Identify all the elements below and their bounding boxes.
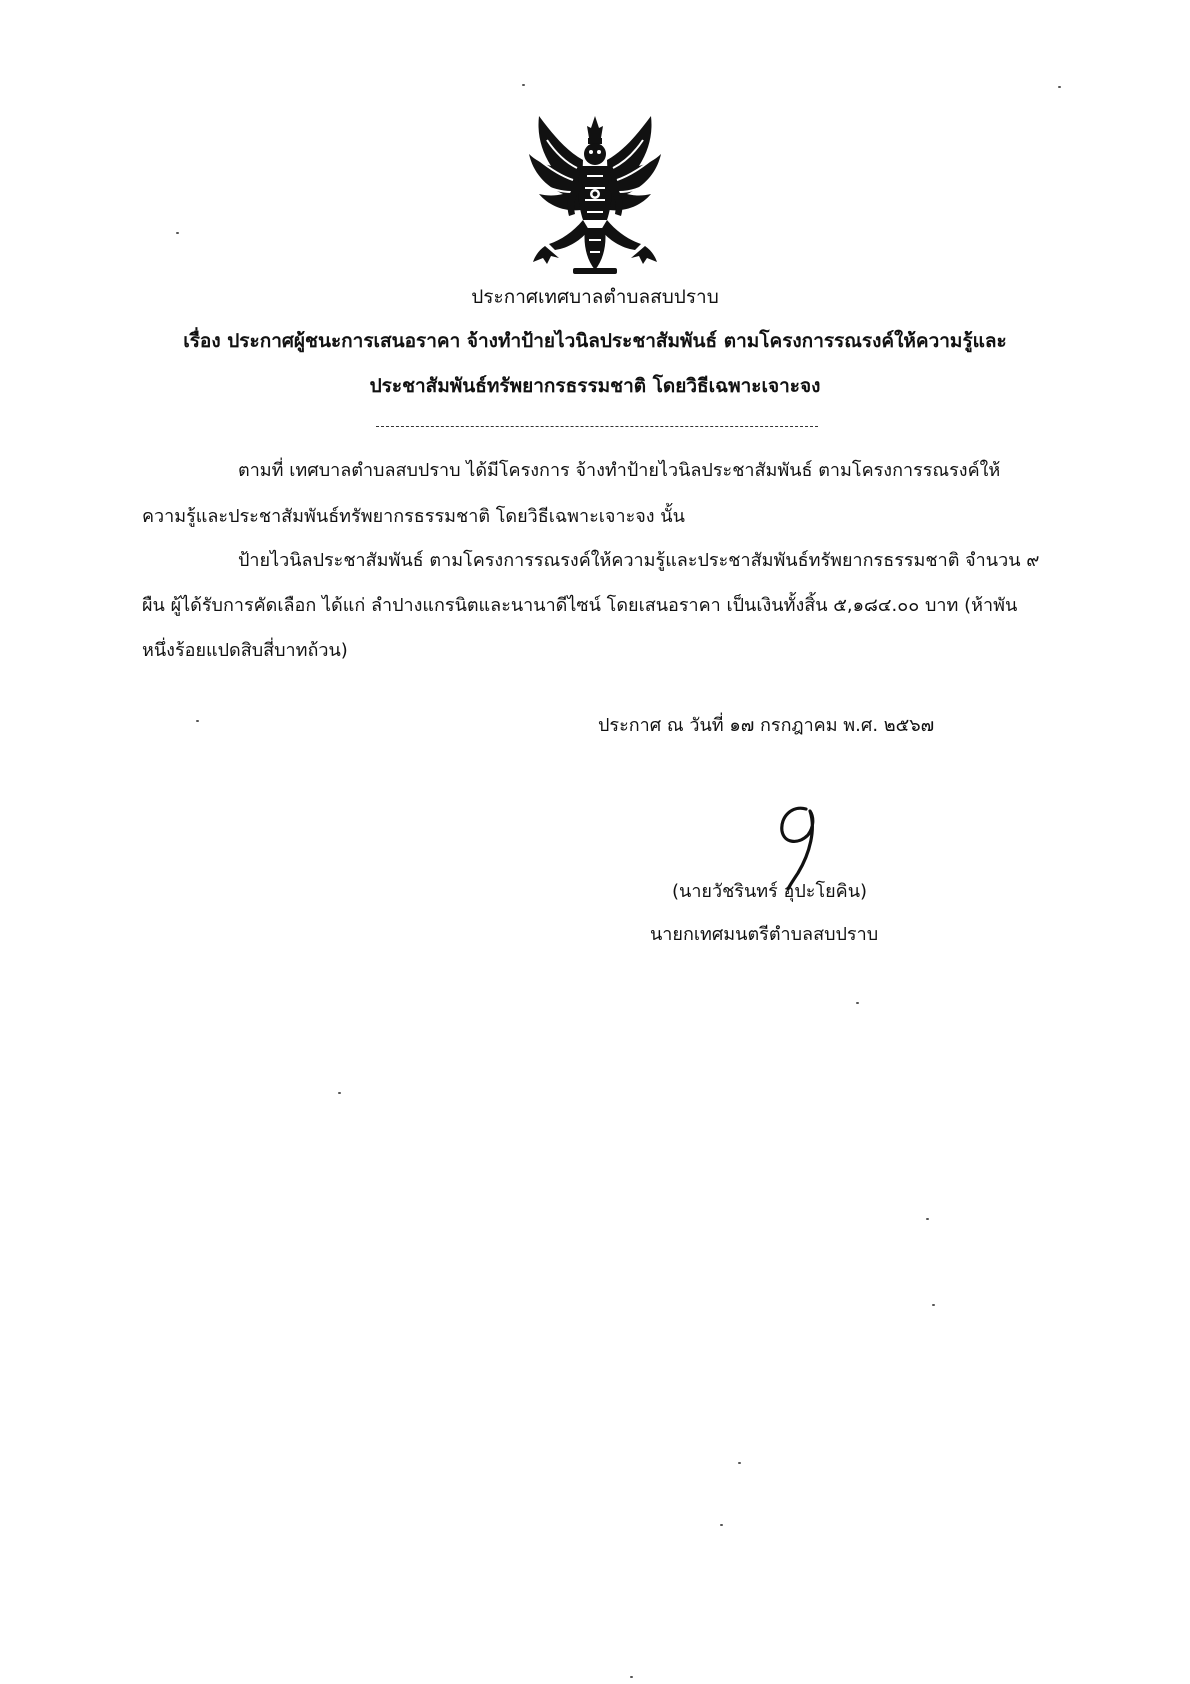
scan-speck (176, 232, 179, 234)
scan-speck (856, 1002, 859, 1004)
header-divider (376, 426, 818, 427)
scan-speck (926, 1218, 929, 1220)
scan-speck (196, 720, 199, 722)
signer-name: (นายวัชรินทร์ อุปะโยคิน) (672, 881, 868, 902)
scan-speck (932, 1304, 935, 1306)
scan-speck (720, 1524, 723, 1526)
garuda-emblem-icon (525, 110, 665, 278)
subject-line-2: ประชาสัมพันธ์ทรัพยากรธรรมชาติ โดยวิธีเฉพาะเจาะจง (369, 375, 821, 397)
paragraph-2-line-3: หนึ่งร้อยแปดสิบสี่บาทถ้วน) (142, 640, 348, 661)
signer-title: นายกเทศมนตรีตำบลสบปราบ (650, 924, 879, 945)
paragraph-1-line-2: ความรู้และประชาสัมพันธ์ทรัพยากรธรรมชาติ โดยวิธีเฉพาะเจาะจง นั้น (142, 506, 685, 527)
paragraph-2-line-2: ผืน ผู้ได้รับการคัดเลือก ได้แก่ ลำปางแกรนิตและนานาดีไซน์ โดยเสนอราคา เป็นเงินทั้งสิ้น ๕,๑๘๔.๐๐ บาท (ห้าพัน (142, 595, 1018, 616)
scan-speck (338, 1092, 341, 1094)
paragraph-2-line-1: ป้ายไวนิลประชาสัมพันธ์ ตามโครงการรณรงค์ให้ความรู้และประชาสัมพันธ์ทรัพยากรธรรมชาติ จำนวน ๙ (238, 550, 1040, 571)
organization-title: ประกาศเทศบาลตำบลสบปราบ (471, 286, 719, 308)
announcement-date: ประกาศ ณ วันที่ ๑๗ กรกฎาคม พ.ศ. ๒๕๖๗ (598, 715, 935, 736)
scan-speck (630, 1676, 633, 1678)
scan-speck (1058, 86, 1061, 88)
scan-speck (738, 1462, 741, 1464)
subject-line-1: เรื่อง ประกาศผู้ชนะการเสนอราคา จ้างทำป้ายไวนิลประชาสัมพันธ์ ตามโครงการรณรงค์ให้ความรู้และ (183, 330, 1007, 352)
scan-speck (522, 84, 525, 86)
paragraph-1-line-1: ตามที่ เทศบาลตำบลสบปราบ ได้มีโครงการ จ้างทำป้ายไวนิลประชาสัมพันธ์ ตามโครงการรณรงค์ให้ (238, 460, 1001, 481)
